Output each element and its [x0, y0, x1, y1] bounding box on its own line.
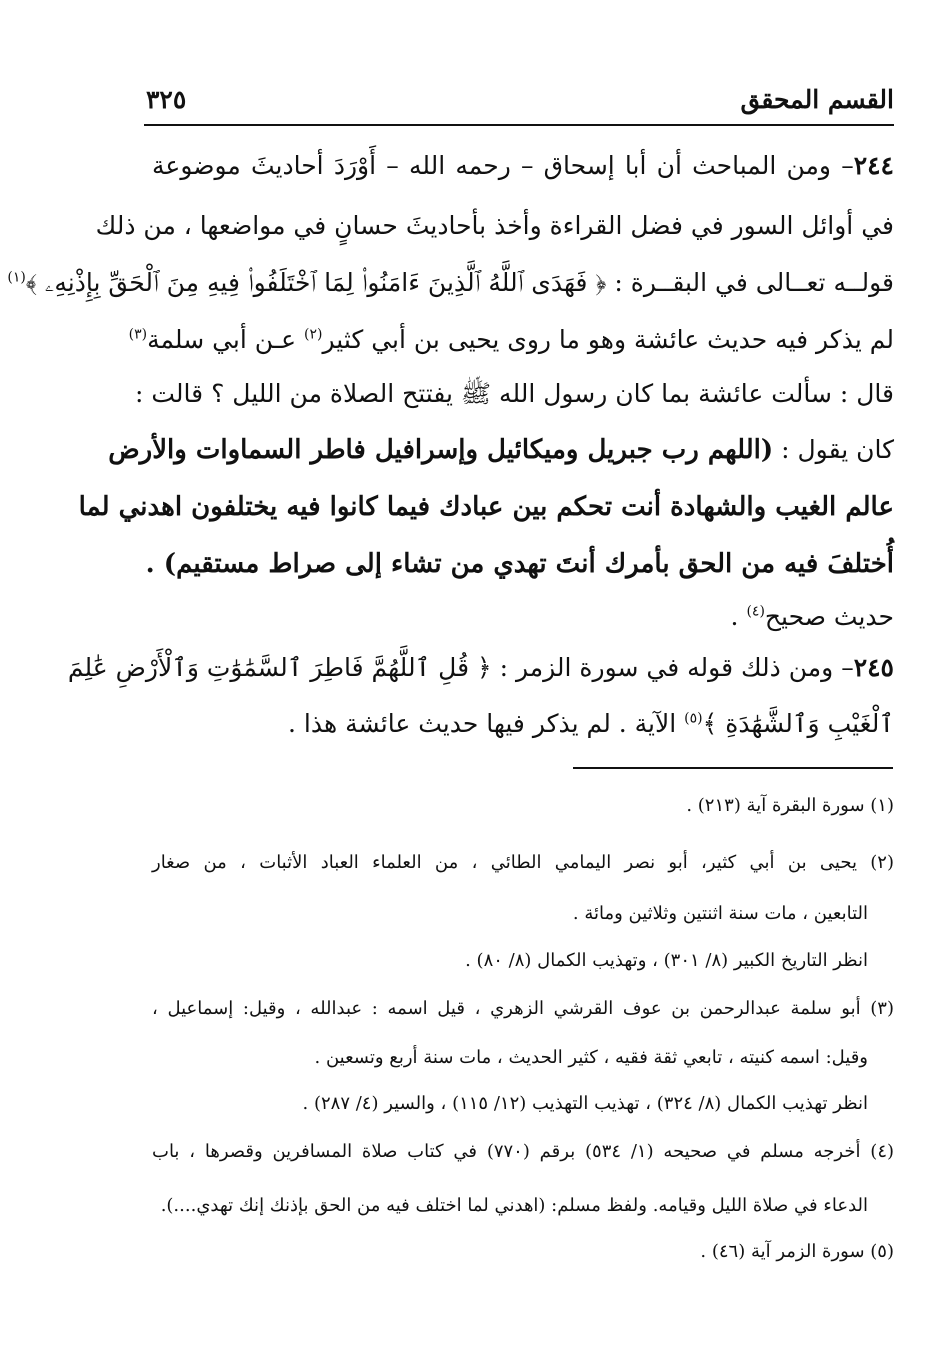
- hadith-text-line-2: عالم الغيب والشهادة أنت تحكم بين عبادك فيما كانوا فيه يختلفون اهدني لما: [78, 492, 894, 522]
- footnote-5: (٥) سورة الزمر آية (٤٦) .: [700, 1241, 894, 1262]
- paragraph-245-text-2: الآية . لم يذكر فيها حديث عائشة هذا .: [287, 709, 685, 738]
- paragraph-244-line-9: [152, 597, 894, 637]
- hadith-grade: حديث صحيح: [764, 602, 894, 631]
- paragraph-244-text-4: لم يذكر فيه حديث عائشة وهو ما روى يحيى بن أبي كثير: [322, 325, 894, 354]
- abu-salamah-text: عـن أبي سلمة: [147, 325, 297, 354]
- paragraph-245-text-1: – ومن ذلك قوله في سورة الزمر : ﴿ قُلِ ٱللَّهُمَّ فَاطِرَ ٱلسَّمَٰوَٰتِ وَٱلْأَرْضِ عَٰلِمَ: [67, 653, 854, 682]
- quran-quote-zumar-end: ٱلْغَيْبِ وَٱلشَّهَٰدَةِ ﴾: [702, 709, 894, 738]
- footnote-separator: [573, 767, 893, 769]
- paragraph-245-line-2: [152, 704, 894, 744]
- page-number: ٣٢٥: [146, 85, 187, 114]
- footnote-4-line-2: الدعاء في صلاة الليل وقيامه. ولفظ مسلم: (اهدني لما اختلف فيه من الحق بإذنك إنك تهدي....).: [160, 1195, 868, 1216]
- footnote-ref-2: (٢): [304, 326, 323, 343]
- footnote-ref-3: (٣): [128, 326, 148, 343]
- paragraph-244-text-1: – ومن المباحث أن أبا إسحاق – رحمه الله – أَوْرَدَ أحاديثَ موضوعة: [152, 151, 854, 180]
- paragraph-245-line-1: [67, 648, 894, 688]
- paragraph-244-text-6: كان يقول :: [773, 435, 894, 464]
- footnote-2-line-3: انظر التاريخ الكبير (٨/ ٣٠١) ، وتهذيب الكمال (٨/ ٨٠) .: [465, 950, 868, 971]
- footnote-ref-1: (١): [7, 269, 26, 286]
- footnote-ref-5: (٥): [684, 710, 703, 727]
- footnote-4-line-1: (٤) أخرجه مسلم في صحيحه (١/ ٥٣٤) برقم (٧٧٠) في كتاب صلاة المسافرين وقصرها ، باب: [152, 1141, 895, 1162]
- footnote-2-line-1: (٢) يحيى بن أبي كثير، أبو نصر اليمامي الطائي ، من العلماء العباد الأثبات ، من صغار: [152, 852, 894, 873]
- footnote-3-line-3: انظر تهذيب الكمال (٨/ ٣٢٤) ، تهذيب التهذيب (١٢/ ١١٥) ، والسير (٤/ ٢٨٧) .: [302, 1093, 868, 1114]
- footnote-2-line-2: التابعين ، مات سنة اثنتين وثلاثين ومائة .: [572, 903, 868, 924]
- footnote-3-line-1: (٣) أبو سلمة عبدالرحمن بن عوف القرشي الزهري ، قيل اسمه : عبدالله ، وقيل: إسماعيل ،: [152, 998, 894, 1019]
- paragraph-number-245: ٢٤٥: [853, 653, 894, 682]
- paragraph-244-line-3: [7, 263, 894, 303]
- paragraph-244-line-1: [152, 146, 894, 186]
- running-header-title: القسم المحقق: [740, 85, 894, 114]
- paragraph-244-line-2: في أوائل السور في فضل القراءة وأخذ بأحاديثَ حسانٍ في مواضعها ، من ذلك: [95, 211, 894, 240]
- paragraph-number-244: ٢٤٤: [853, 151, 894, 180]
- end-mark: .: [730, 602, 739, 631]
- hadith-text-start: (اللهم رب جبريل وميكائيل وإسرافيل فاطر السماوات والأرض: [108, 435, 774, 465]
- footnote-ref-4: (٤): [746, 603, 765, 620]
- paragraph-244-line-6: [108, 430, 894, 470]
- footnote-1: (١) سورة البقرة آية (٢١٣) .: [686, 795, 894, 816]
- footnote-3-line-2: وقيل: اسمه كنيته ، تابعي ثقة فقيه ، كثير الحديث ، مات سنة أربع وتسعين .: [314, 1047, 868, 1068]
- hadith-text-line-3: أُختلفَ فيه من الحق بأمرك أنتَ تهدي من تشاء إلى صراط مستقيم) .: [145, 549, 894, 579]
- quran-quote-baqarah: قولــه تعــالى في البقــرة : ﴿ فَهَدَى ٱللَّهُ ٱلَّذِينَ ءَامَنُوا۟ لِمَا ٱخْتَلَفُوا۟ فِيهِ مِنَ ٱلْحَقِّ بِإِذْنِهِۦ ﴾: [25, 268, 894, 297]
- paragraph-244-line-5: قال : سألت عائشة بما كان رسول الله ﷺ يفتتح الصلاة من الليل ؟ قالت :: [135, 379, 894, 408]
- header-rule: [144, 124, 894, 126]
- paragraph-244-line-4: [128, 320, 894, 360]
